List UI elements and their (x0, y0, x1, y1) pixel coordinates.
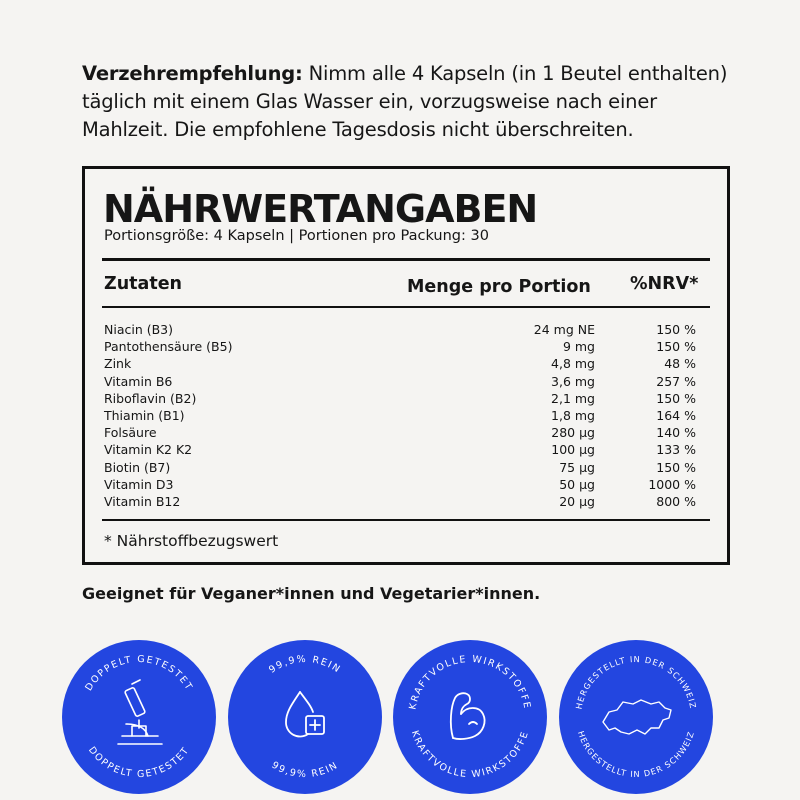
recommendation-label: Verzehrempfehlung: (82, 62, 303, 85)
header-rule-bottom (102, 306, 710, 308)
nutrient-amount: 280 µg (551, 425, 595, 441)
nutrient-name: Pantothensäure (B5) (104, 339, 233, 355)
column-ingredient: Zutaten (104, 274, 183, 294)
panel-title: NÄHRWERTANGABEN (103, 187, 538, 231)
badge-bottom-text: 99,9% REIN (269, 759, 341, 781)
nutrient-amount: 75 µg (559, 459, 595, 475)
nutrient-name: Vitamin B12 (104, 493, 181, 509)
column-amount: Menge pro Portion (407, 277, 591, 297)
badge-powerful-ingredients (393, 640, 547, 794)
nutrient-nrv: 800 % (656, 493, 696, 509)
nutrient-nrv: 1000 % (648, 476, 696, 492)
badge-bottom-text: DOPPELT GETESTET (86, 744, 192, 781)
badge-bottom-text: KRAFTVOLLE WIRKSTOFFE (408, 729, 532, 781)
table-row (85, 476, 727, 493)
suitability-note: Geeignet für Veganer*innen und Vegetarier*innen. (82, 584, 541, 603)
panel-subtitle: Portionsgröße: 4 Kapseln | Portionen pro Packung: 30 (104, 228, 489, 244)
nutrient-name: Zink (104, 356, 132, 372)
footnote: * Nährstoffbezugswert (104, 532, 279, 550)
consumption-recommendation (82, 60, 742, 144)
badge-double-tested (62, 640, 216, 794)
table-rule-bottom (102, 519, 710, 521)
nutrient-nrv: 150 % (656, 459, 696, 475)
nutrient-name: Niacin (B3) (104, 322, 174, 337)
table-row (85, 459, 727, 476)
badge-made-in-switzerland (559, 640, 713, 794)
nutrient-name: Vitamin D3 (104, 476, 174, 492)
nutrient-amount: 24 mg NE (533, 322, 595, 337)
table-row (85, 493, 727, 510)
recommendation-text: Nimm alle 4 Kapseln (in 1 Beutel enthalten) täglich mit einem Glas Wasser ein, vorzugsweise nach einer Mahlzeit. Die empfohlene Tagesdosis nicht überschreiten. (82, 62, 728, 141)
badge-top-text: DOPPELT GETESTET (83, 653, 195, 694)
badge-bottom-text: HERGESTELLT IN DER SCHWEIZ (575, 729, 697, 780)
table-row (85, 441, 727, 458)
nutrient-amount: 9 mg (562, 339, 595, 355)
nutrient-amount: 1,8 mg (551, 407, 595, 423)
header-rule-top (102, 258, 710, 261)
column-nrv: %NRV* (630, 274, 699, 294)
nutrient-amount: 2,1 mg (551, 390, 595, 406)
nutrient-nrv: 257 % (656, 373, 696, 389)
nutrient-nrv: 150 % (656, 390, 696, 406)
table-row (85, 390, 727, 407)
nutrient-amount: 3,6 mg (551, 373, 595, 389)
table-row (85, 407, 727, 424)
table-row (85, 373, 727, 390)
nutrient-name: Riboflavin (B2) (104, 390, 197, 406)
table-row (85, 338, 727, 355)
table-row (85, 424, 727, 441)
badge-top-text: 99,9% REIN (267, 653, 343, 676)
nutrient-name: Vitamin K2 K2 (104, 442, 193, 458)
badge-pure (228, 640, 382, 794)
nutrient-amount: 20 µg (559, 493, 595, 509)
badge-top-text: KRAFTVOLLE WIRKSTOFFE (407, 653, 533, 711)
nutrient-nrv: 164 % (656, 407, 696, 423)
nutrient-nrv: 48 % (664, 356, 696, 372)
nutrient-amount: 50 µg (559, 476, 595, 492)
badge-top-text: HERGESTELLT IN DER SCHWEIZ (573, 653, 699, 710)
nutrition-panel (82, 166, 730, 565)
table-row (85, 355, 727, 372)
nutrient-amount: 100 µg (551, 442, 595, 458)
nutrient-table (85, 321, 727, 510)
nutrient-nrv: 150 % (656, 339, 696, 355)
nutrient-nrv: 133 % (656, 442, 696, 458)
nutrient-name: Biotin (B7) (104, 459, 171, 475)
nutrient-nrv: 140 % (656, 425, 696, 441)
nutrient-amount: 4,8 mg (551, 356, 595, 372)
nutrient-name: Vitamin B6 (104, 373, 173, 389)
nutrient-name: Thiamin (B1) (104, 407, 185, 423)
nutrient-name: Folsäure (104, 425, 157, 441)
table-row (85, 321, 727, 338)
nutrient-nrv: 150 % (656, 322, 696, 337)
